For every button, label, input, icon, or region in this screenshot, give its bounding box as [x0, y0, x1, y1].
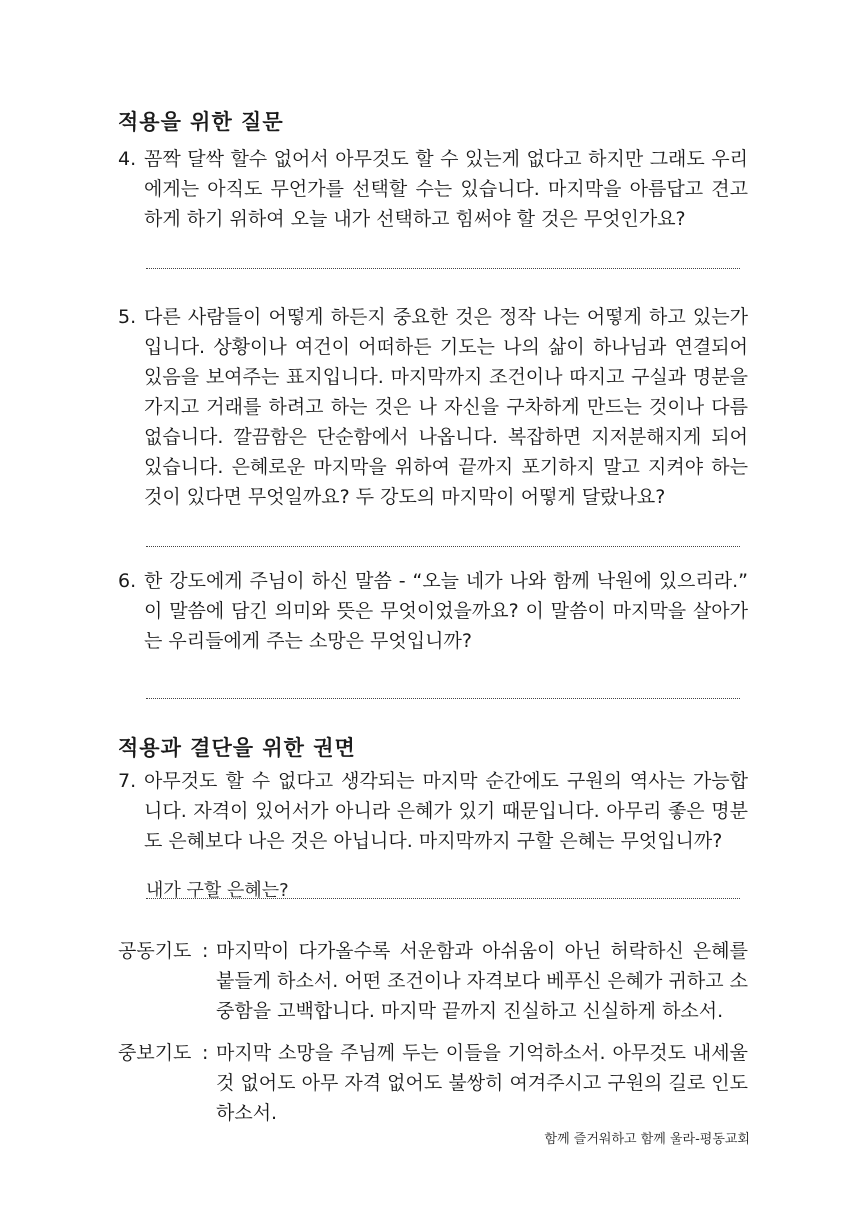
- question-number: 7.: [118, 770, 137, 792]
- section-title-application: 적용을 위한 질문: [118, 110, 284, 134]
- question-6: [118, 566, 748, 656]
- prayer-colon: :: [202, 1042, 209, 1064]
- question-text: 아무것도 할 수 없다고 생각되는 마지막 순간에도 구원의 역사는 가능합니다. 자격이 있어서가 아니라 은혜가 있기 때문입니다. 아무리 좋은 명분도 은혜보다 나은 것은 아닙니다. 마지막까지 구할 은혜는 무엇입니까?: [144, 770, 748, 852]
- answer-line[interactable]: [146, 546, 740, 547]
- question-number: 5.: [118, 306, 137, 328]
- prayer-text: 마지막이 다가올수록 서운함과 아쉬움이 아닌 허락하신 은혜를 붙들게 하소서. 어떤 조건이나 자격보다 베푸신 은혜가 귀하고 소중함을 고백합니다. 마지막 끝까지 진실하고 신실하게 하소서.: [216, 940, 748, 1022]
- answer-prompt: 내가 구할 은혜는?: [146, 880, 289, 901]
- prayer-text: 마지막 소망을 주님께 두는 이들을 기억하소서. 아무것도 내세울 것 없어도 아무 자격 없어도 불쌍히 여겨주시고 구원의 길로 인도하소서.: [216, 1042, 748, 1124]
- prayer-label: 공동기도: [118, 940, 192, 962]
- question-4: [118, 144, 748, 234]
- prayer-common: [118, 936, 748, 1026]
- footer-church-name: 함께 즐거워하고 함께 울라-평동교회: [544, 1132, 750, 1147]
- prayer-label: 중보기도: [118, 1042, 192, 1064]
- question-text: 꼼짝 달싹 할수 없어서 아무것도 할 수 있는게 없다고 하지만 그래도 우리에게는 아직도 무언가를 선택할 수는 있습니다. 마지막을 아름답고 견고하게 하기 위하여 오늘 내가 선택하고 힘써야 할 것은 무엇인가요?: [144, 148, 748, 230]
- question-text: 다른 사람들이 어떻게 하든지 중요한 것은 정작 나는 어떻게 하고 있는가 입니다. 상황이나 여건이 어떠하든 기도는 나의 삶이 하나님과 연결되어 있음을 보여주는 표지입니다. 마지막까지 조건이나 따지고 구실과 명분을 가지고 거래를 하려고 하는 것은 나 자신을 구차하게 만드는 것이나 다름 없습니다. 깔끔함은 단순함에서 나옵니다. 복잡하면 지저분해지게 되어 있습니다. 은혜로운 마지막을 위하여 끝까지 포기하지 말고 지켜야 하는 것이 있다면 무엇일까요? 두 강도의 마지막이 어떻게 달랐나요?: [144, 306, 748, 508]
- question-number: 6.: [118, 570, 137, 592]
- question-5: [118, 302, 748, 512]
- prayer-intercession: [118, 1038, 748, 1128]
- exhortation-7: [118, 766, 748, 856]
- question-text: 한 강도에게 주님이 하신 말씀 - “오늘 네가 나와 함께 낙원에 있으리라.” 이 말씀에 담긴 의미와 뜻은 무엇이었을까요? 이 말씀이 마지막을 살아가는 우리들에게 주는 소망은 무엇입니까?: [144, 570, 748, 652]
- answer-line[interactable]: [146, 268, 740, 269]
- answer-line[interactable]: [146, 898, 740, 899]
- section-title-exhortation: 적용과 결단을 위한 권면: [118, 736, 356, 760]
- answer-line[interactable]: [146, 698, 740, 699]
- question-number: 4.: [118, 148, 137, 170]
- prayer-colon: :: [202, 940, 209, 962]
